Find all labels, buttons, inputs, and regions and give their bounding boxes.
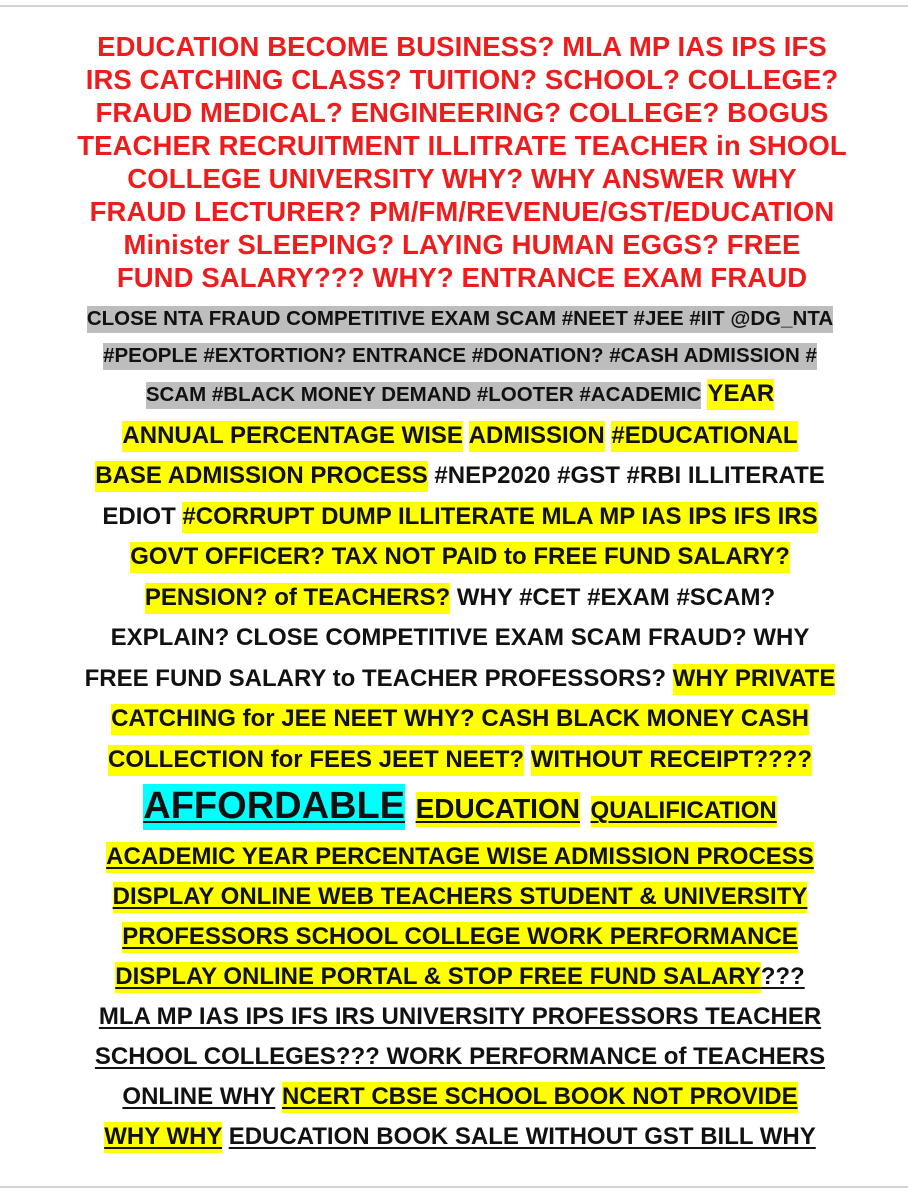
body-line <box>40 877 880 917</box>
body-text: ??? <box>760 963 805 990</box>
body-text-block <box>40 300 880 1157</box>
body-text: FREE FUND SALARY to TEACHER PROFESSORS? <box>84 664 666 692</box>
body-line <box>40 780 880 837</box>
headline-line: Minister SLEEPING? LAYING HUMAN EGGS? FREE <box>123 229 801 260</box>
body-line <box>40 1117 880 1157</box>
headline-line: FRAUD MEDICAL? ENGINEERING? COLLEGE? BOGUS <box>95 97 829 128</box>
body-line <box>40 837 880 877</box>
yellow-highlight-text: YEAR <box>707 379 774 410</box>
headline-line: IRS CATCHING CLASS? TUITION? SCHOOL? COLLEGE? <box>85 64 839 95</box>
yellow-highlight-text: DISPLAY ONLINE WEB TEACHERS STUDENT & UNIVERSITY <box>113 882 808 913</box>
body-text: ONLINE WHY <box>122 1083 276 1110</box>
body-text: SCHOOL COLLEGES??? WORK PERFORMANCE of TEACHERS <box>94 1043 826 1070</box>
body-line <box>40 957 880 997</box>
headline-line: TEACHER RECRUITMENT ILLITRATE TEACHER in SHOOL <box>77 130 847 161</box>
body-line <box>40 618 880 659</box>
body-line <box>40 416 880 457</box>
bottom-divider <box>0 1186 908 1188</box>
yellow-highlight-text: EDUCATION <box>416 792 580 827</box>
body-line <box>40 537 880 578</box>
body-line <box>40 456 880 497</box>
body-text: #NEP2020 #GST #RBI ILLITERATE <box>434 462 825 489</box>
yellow-highlight-text: WHY PRIVATE <box>673 664 836 695</box>
gray-highlight-text: #PEOPLE #EXTORTION? ENTRANCE #DONATION? #CASH ADMISSION # <box>103 343 817 370</box>
headline-line: FUND SALARY??? WHY? ENTRANCE EXAM FRAUD <box>116 262 808 293</box>
headline-line: FRAUD LECTURER? PM/FM/REVENUE/GST/EDUCATION <box>89 196 835 227</box>
body-line <box>40 997 880 1037</box>
body-line <box>40 1077 880 1117</box>
headline-block <box>52 30 872 294</box>
yellow-highlight-text: PENSION? of TEACHERS? <box>145 583 450 614</box>
yellow-highlight-text: COLLECTION for FEES JEET NEET? <box>108 745 524 776</box>
body-text: WHY #CET #EXAM #SCAM? <box>456 583 776 611</box>
yellow-highlight-text: ACADEMIC YEAR PERCENTAGE WISE ADMISSION PROCESS <box>106 842 814 873</box>
body-line <box>40 374 880 416</box>
yellow-highlight-text: ANNUAL PERCENTAGE WISE <box>122 421 462 452</box>
yellow-highlight-text: #EDUCATIONAL <box>611 421 797 452</box>
body-line <box>40 497 880 538</box>
body-text: EDIOT <box>102 502 176 530</box>
yellow-highlight-text: PROFESSORS SCHOOL COLLEGE WORK PERFORMANCE <box>122 922 798 953</box>
body-text: MLA MP IAS IPS IFS IRS UNIVERSITY PROFESSORS TEACHER <box>98 1003 822 1030</box>
yellow-highlight-text: #CORRUPT DUMP ILLITERATE MLA MP IAS IPS IFS IRS <box>182 502 817 533</box>
body-line <box>40 917 880 957</box>
yellow-highlight-text: WITHOUT RECEIPT???? <box>531 745 812 776</box>
headline-line: EDUCATION BECOME BUSINESS? MLA MP IAS IPS IFS <box>97 31 827 62</box>
yellow-highlight-text: CATCHING for JEE NEET WHY? CASH BLACK MONEY CASH <box>111 704 809 735</box>
body-text: EXPLAIN? CLOSE COMPETITIVE EXAM SCAM FRAUD? WHY <box>110 624 810 651</box>
yellow-highlight-text: GOVT OFFICER? TAX NOT PAID to FREE FUND SALARY? <box>130 542 790 573</box>
cyan-highlight-text: AFFORDABLE <box>143 784 405 830</box>
body-line <box>40 578 880 619</box>
yellow-highlight-text: WHY WHY <box>104 1122 222 1153</box>
body-line <box>40 300 880 337</box>
yellow-highlight-text: QUALIFICATION <box>591 796 777 827</box>
body-line <box>40 337 880 374</box>
yellow-highlight-text: ADMISSION <box>469 421 605 452</box>
body-line <box>40 1037 880 1077</box>
headline-line: COLLEGE UNIVERSITY WHY? WHY ANSWER WHY <box>127 163 797 194</box>
gray-highlight-text: SCAM #BLACK MONEY DEMAND #LOOTER #ACADEMIC <box>146 382 701 409</box>
body-line <box>40 699 880 740</box>
body-line <box>40 740 880 781</box>
yellow-highlight-text: DISPLAY ONLINE PORTAL & STOP FREE FUND SALARY <box>115 962 760 993</box>
yellow-highlight-text: NCERT CBSE SCHOOL BOOK NOT PROVIDE <box>282 1082 798 1113</box>
yellow-highlight-text: BASE ADMISSION PROCESS <box>95 461 428 492</box>
gray-highlight-text: CLOSE NTA FRAUD COMPETITIVE EXAM SCAM #NEET #JEE #IIT @DG_NTA <box>87 306 833 333</box>
body-text: EDUCATION BOOK SALE WITHOUT GST BILL WHY <box>228 1123 816 1150</box>
body-line <box>40 659 880 700</box>
top-divider <box>0 5 908 7</box>
